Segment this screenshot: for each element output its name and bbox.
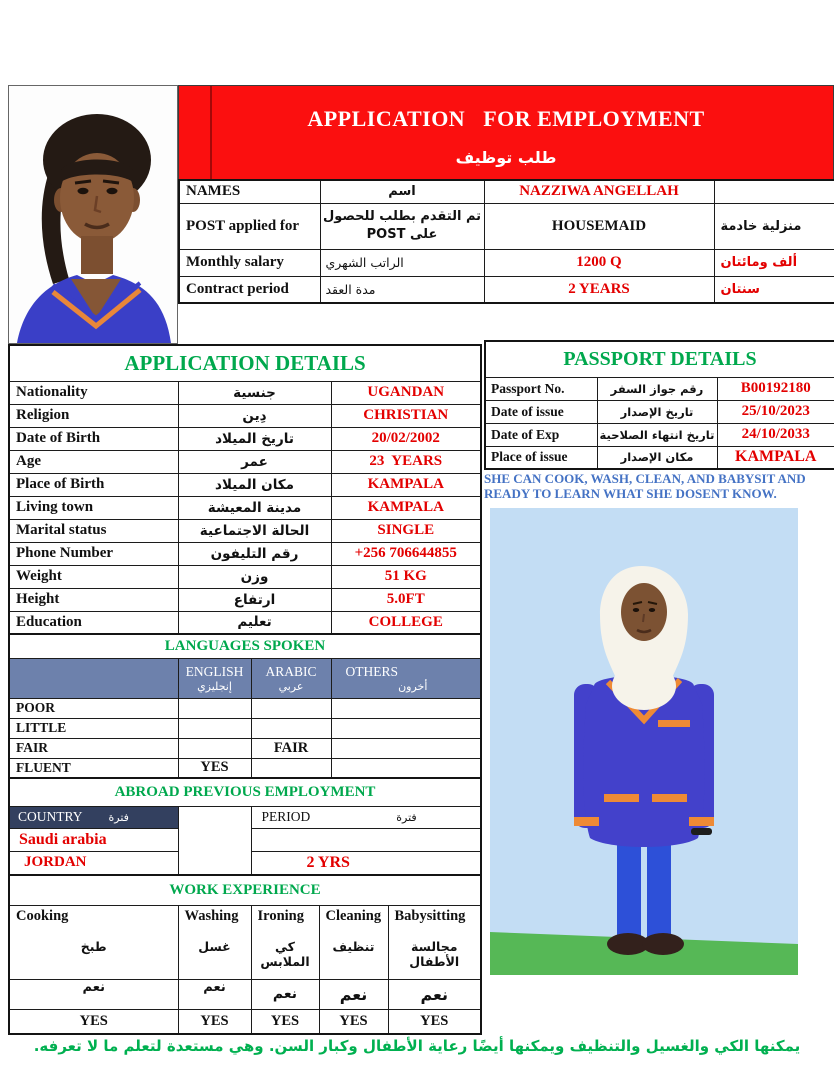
fair-row-label: FAIR xyxy=(9,738,178,758)
country-header-arabic: فترة xyxy=(108,810,129,824)
english-column-header xyxy=(178,658,251,698)
country-header-cell xyxy=(9,806,178,828)
cooking-naam: نعم xyxy=(9,979,178,1009)
washing-label-arabic: غسل xyxy=(198,938,231,954)
others-column-header xyxy=(331,658,481,698)
expiry-date-label: Date of Exp xyxy=(485,423,597,446)
period-value-1 xyxy=(251,828,481,851)
footer-note-arabic: يمكنها الكي والغسيل والتنظيف ويمكنها أيضًا رعاية الأطفال وكبار السن. وهي مستعدة لتعلم ما لا تعرفه. xyxy=(33,1037,801,1055)
passport-no-label: Passport No. xyxy=(485,377,597,400)
fluent-row-label: FLUENT xyxy=(9,758,178,778)
phone-label-arabic: رقم التليفون xyxy=(178,542,331,565)
washing-label: Washing xyxy=(184,907,239,924)
languages-empty-header xyxy=(9,658,178,698)
phone-value: +256 706644855 xyxy=(331,542,481,565)
passport-details-heading: PASSPORT DETAILS xyxy=(485,341,834,377)
washing-yes: YES xyxy=(178,1009,251,1034)
babysitting-yes: YES xyxy=(388,1009,481,1034)
arabic-column-header xyxy=(251,658,331,698)
cooking-yes: YES xyxy=(9,1009,178,1034)
dob-value: 20/02/2002 xyxy=(331,427,481,450)
english-header-label: ENGLISH xyxy=(185,663,244,679)
babysitting-naam: نعم xyxy=(388,979,481,1009)
country-value-1: Saudi arabia xyxy=(9,828,178,851)
work-experience-table xyxy=(8,874,482,1035)
little-others-cell xyxy=(331,718,481,738)
religion-label-arabic: دِين xyxy=(178,404,331,427)
post-value-arabic: منزلية خادمة xyxy=(714,203,834,249)
salary-value-arabic: ألف ومائتان xyxy=(714,249,834,276)
others-header-arabic: أخرون xyxy=(398,679,428,693)
fair-english-cell xyxy=(178,738,251,758)
washing-header xyxy=(178,905,251,979)
abroad-employment-table xyxy=(8,777,482,876)
table-row xyxy=(179,203,834,249)
country-value-2: JORDAN xyxy=(9,851,178,875)
nationality-label: Nationality xyxy=(9,381,178,404)
table-row xyxy=(179,249,834,276)
height-value: 5.0FT xyxy=(331,588,481,611)
babysitting-header xyxy=(388,905,481,979)
table-row xyxy=(179,180,834,203)
period-header-label: PERIOD xyxy=(261,809,311,824)
names-label: NAMES xyxy=(179,180,320,203)
weight-label: Weight xyxy=(9,565,178,588)
fluent-english-cell: YES xyxy=(178,758,251,778)
fair-others-cell xyxy=(331,738,481,758)
livingtown-label-arabic: مدينة المعيشة xyxy=(178,496,331,519)
expiry-date-value: 24/10/2033 xyxy=(717,423,834,446)
age-label: Age xyxy=(9,450,178,473)
marital-value: SINGLE xyxy=(331,519,481,542)
cooking-label-arabic: طبخ xyxy=(80,938,107,954)
birthplace-value: KAMPALA xyxy=(331,473,481,496)
little-row-label: LITTLE xyxy=(9,718,178,738)
contract-value: 2 YEARS xyxy=(484,276,714,303)
post-value: HOUSEMAID xyxy=(484,203,714,249)
table-row xyxy=(179,276,834,303)
abroad-header-row xyxy=(9,806,481,828)
ironing-naam: نعم xyxy=(251,979,319,1009)
livingtown-label: Living town xyxy=(9,496,178,519)
work-heading: WORK EXPERIENCE xyxy=(9,875,481,905)
cleaning-label-arabic: تنظيف xyxy=(332,938,375,954)
dob-label-arabic: تاريخ الميلاد xyxy=(178,427,331,450)
weight-value: 51 KG xyxy=(331,565,481,588)
work-yes-row xyxy=(9,1009,481,1034)
poor-english-cell xyxy=(178,698,251,718)
salary-label: Monthly salary xyxy=(179,249,320,276)
abroad-spacer-cell xyxy=(178,806,251,875)
birthplace-label-arabic: مكان الميلاد xyxy=(178,473,331,496)
others-header-label: OTHERS xyxy=(345,663,399,679)
poor-others-cell xyxy=(331,698,481,718)
post-label-arabic: تم التقدم بطلب للحصول على POST xyxy=(320,203,484,249)
phone-label: Phone Number xyxy=(9,542,178,565)
babysitting-label: Babysitting xyxy=(394,907,466,924)
cooking-label: Cooking xyxy=(16,907,69,924)
application-details-table xyxy=(8,344,482,635)
contract-label: Contract period xyxy=(179,276,320,303)
applicant-info-table xyxy=(178,179,834,304)
education-value: COLLEGE xyxy=(331,611,481,634)
issue-place-value: KAMPALA xyxy=(717,446,834,469)
fair-arabic-cell: FAIR xyxy=(251,738,331,758)
period-header-cell xyxy=(251,806,481,828)
languages-table xyxy=(8,633,482,779)
age-label-arabic: عمر xyxy=(178,450,331,473)
weight-label-arabic: وزن xyxy=(178,565,331,588)
contract-value-arabic: سنتان xyxy=(714,276,834,303)
height-label: Height xyxy=(9,588,178,611)
poor-row-label: POOR xyxy=(9,698,178,718)
issue-date-value: 25/10/2023 xyxy=(717,400,834,423)
passport-details-table xyxy=(484,340,834,470)
fluent-others-cell xyxy=(331,758,481,778)
form-title: APPLICATION FOR EMPLOYMENT xyxy=(307,106,705,131)
form-title-arabic: طلب توظيف xyxy=(455,148,557,167)
little-arabic-cell xyxy=(251,718,331,738)
ironing-yes: YES xyxy=(251,1009,319,1034)
cleaning-yes: YES xyxy=(319,1009,388,1034)
passport-no-label-arabic: رقم جواز السفر xyxy=(597,377,717,400)
ironing-header xyxy=(251,905,319,979)
marital-label: Marital status xyxy=(9,519,178,542)
poor-arabic-cell xyxy=(251,698,331,718)
names-label-arabic: اسم xyxy=(320,180,484,203)
arabic-header-arabic: عربي xyxy=(278,679,304,693)
applicant-portrait-photo xyxy=(8,85,178,344)
birthplace-label: Place of Birth xyxy=(9,473,178,496)
applicant-fullbody-photo xyxy=(490,508,798,975)
cooking-header xyxy=(9,905,178,979)
portrait-illustration xyxy=(9,86,177,343)
languages-header-row xyxy=(9,658,481,698)
country-header-label: COUNTRY xyxy=(18,809,83,824)
skills-note: SHE CAN COOK, WASH, CLEAN, AND BABYSIT AND READY TO LEARN WHAT SHE DOSENT KNOW. xyxy=(484,471,806,502)
contract-label-arabic: مدة العقد xyxy=(320,276,484,303)
salary-label-arabic: الراتب الشهري xyxy=(320,249,484,276)
issue-date-label-arabic: تاريخ الإصدار xyxy=(597,400,717,423)
abroad-heading: ABROAD PREVIOUS EMPLOYMENT xyxy=(9,778,481,806)
fullbody-illustration xyxy=(490,508,798,975)
cleaning-naam: نعم xyxy=(319,979,388,1009)
nationality-value: UGANDAN xyxy=(331,381,481,404)
washing-naam: نعم xyxy=(178,979,251,1009)
nationality-label-arabic: جنسية xyxy=(178,381,331,404)
english-header-arabic: إنجليزي xyxy=(197,679,232,693)
education-label: Education xyxy=(9,611,178,634)
work-arabic-yes-row xyxy=(9,979,481,1009)
religion-value: CHRISTIAN xyxy=(331,404,481,427)
salary-value: 1200 Q xyxy=(484,249,714,276)
issue-place-label-arabic: مكان الإصدار xyxy=(597,446,717,469)
applicant-name-value: NAZZIWA ANGELLAH xyxy=(484,180,714,203)
religion-label: Religion xyxy=(9,404,178,427)
passport-no-value: B00192180 xyxy=(717,377,834,400)
post-label: POST applied for xyxy=(179,203,320,249)
application-details-heading: APPLICATION DETAILS xyxy=(9,345,481,381)
babysitting-label-arabic: مجالسة الأطفال xyxy=(409,938,460,970)
period-value-2: 2 YRS xyxy=(251,851,481,875)
ironing-label: Ironing xyxy=(257,907,304,924)
marital-label-arabic: الحالة الاجتماعية xyxy=(178,519,331,542)
work-header-row xyxy=(9,905,481,979)
expiry-date-label-arabic: تاريخ انتهاء الصلاحية xyxy=(597,423,717,446)
cleaning-header xyxy=(319,905,388,979)
cleaning-label: Cleaning xyxy=(325,907,382,924)
arabic-header-label: ARABIC xyxy=(265,663,317,679)
age-value: 23 YEARS xyxy=(331,450,481,473)
period-header-arabic: فترة xyxy=(396,810,417,824)
livingtown-value: KAMPALA xyxy=(331,496,481,519)
little-english-cell xyxy=(178,718,251,738)
form-header-banner xyxy=(178,85,834,180)
height-label-arabic: ارتفاع xyxy=(178,588,331,611)
fluent-arabic-cell xyxy=(251,758,331,778)
issue-date-label: Date of issue xyxy=(485,400,597,423)
languages-heading: LANGUAGES SPOKEN xyxy=(9,634,481,658)
names-value-arabic xyxy=(714,180,834,203)
ironing-label-arabic: كي الملابس xyxy=(260,938,310,970)
education-label-arabic: تعليم xyxy=(178,611,331,634)
dob-label: Date of Birth xyxy=(9,427,178,450)
issue-place-label: Place of issue xyxy=(485,446,597,469)
